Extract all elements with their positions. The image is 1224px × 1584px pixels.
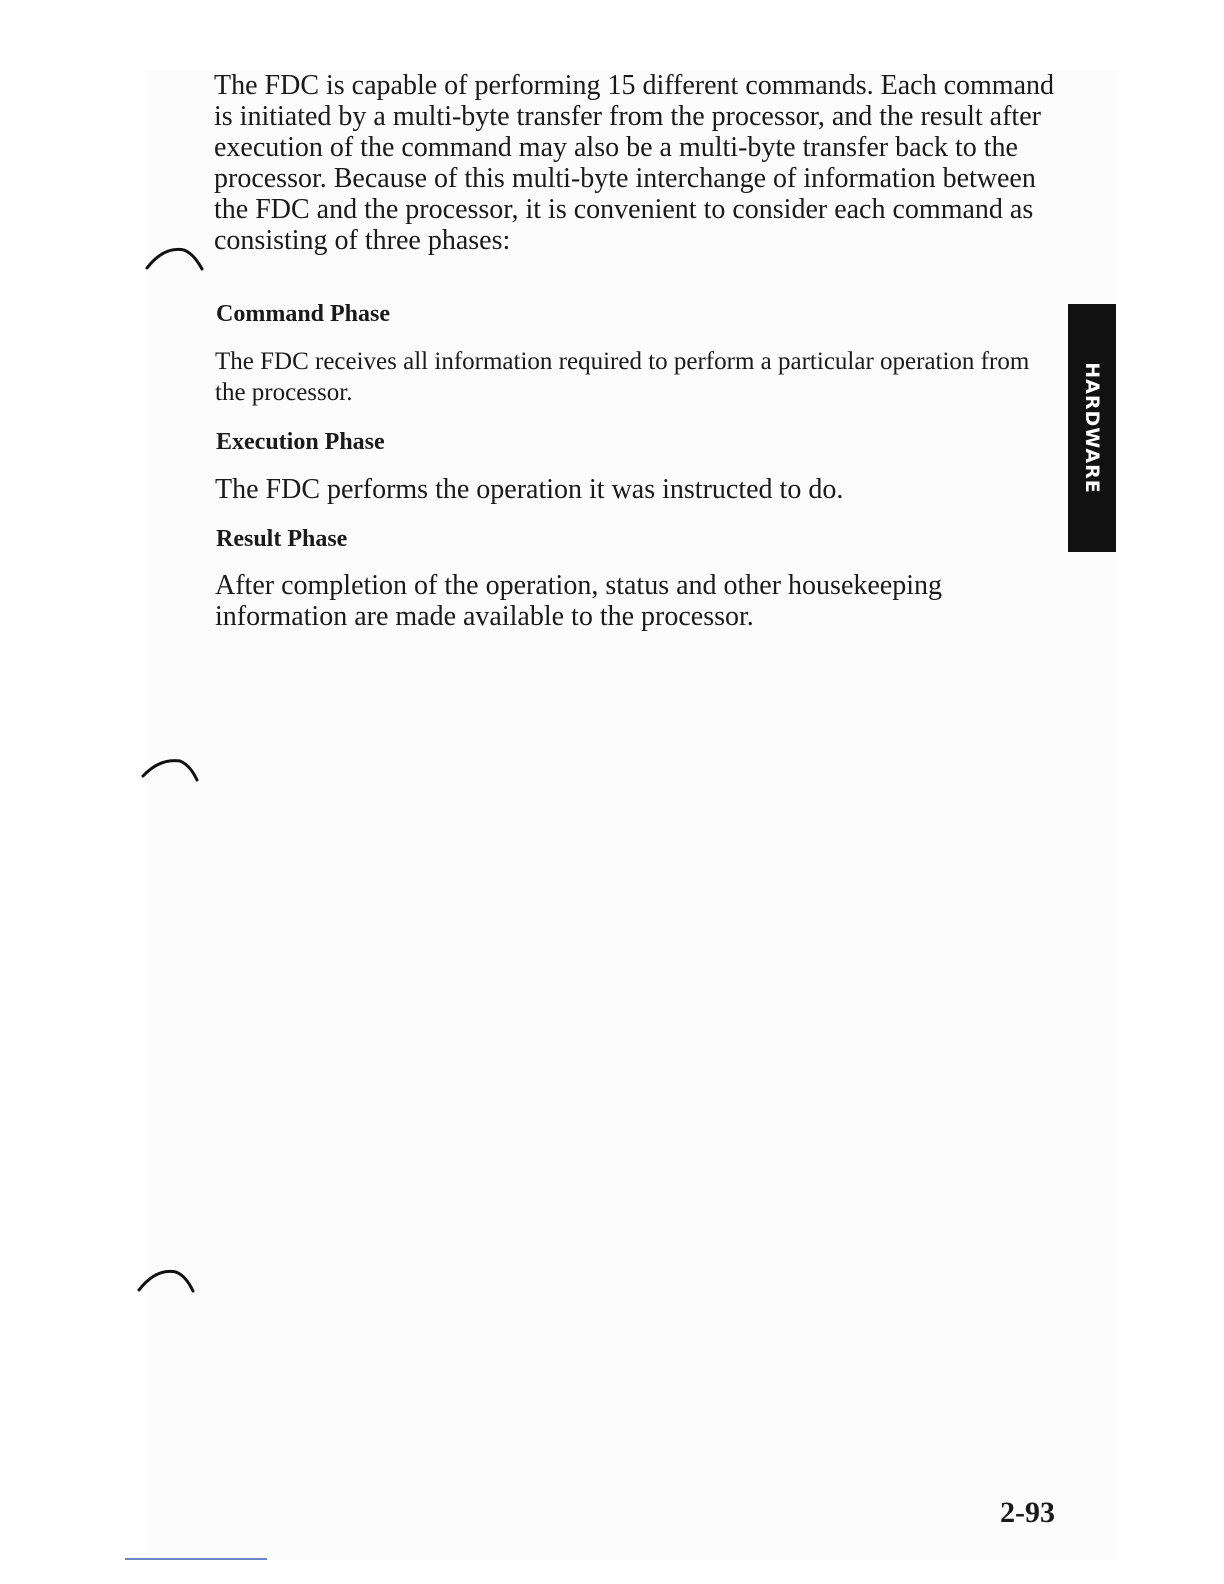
binder-hole-mark-icon — [144, 244, 206, 272]
intro-paragraph: The FDC is capable of performing 15 different commands. Each command is initiated by a multi-byte transfer from the processor, and the result after execution of the command may also be a multi-byte transfer back to the processor. Because of this multi-byte interchange of information between the FDC and the processor, it is convenient to consider each command as consisting of three phases: — [214, 70, 1055, 256]
section-tab-label: HARDWARE — [1081, 362, 1103, 494]
command-phase-text: The FDC receives all information required to perform a particular operation from the processor. — [215, 348, 1030, 406]
result-phase-text: After completion of the operation, status and other housekeeping information are made available to the processor. — [215, 570, 943, 632]
binder-hole-mark-icon — [140, 756, 202, 784]
page-number: 2-93 — [1000, 1496, 1055, 1529]
section-tab — [1068, 304, 1116, 552]
binder-hole-mark-icon — [136, 1266, 198, 1294]
execution-phase-heading: Execution Phase — [216, 429, 385, 455]
execution-phase-text: The FDC performs the operation it was instructed to do. — [215, 474, 844, 505]
bottom-rule — [125, 1558, 267, 1560]
page-background — [148, 70, 1116, 1560]
result-phase-heading: Result Phase — [216, 526, 348, 552]
command-phase-heading: Command Phase — [216, 301, 391, 327]
